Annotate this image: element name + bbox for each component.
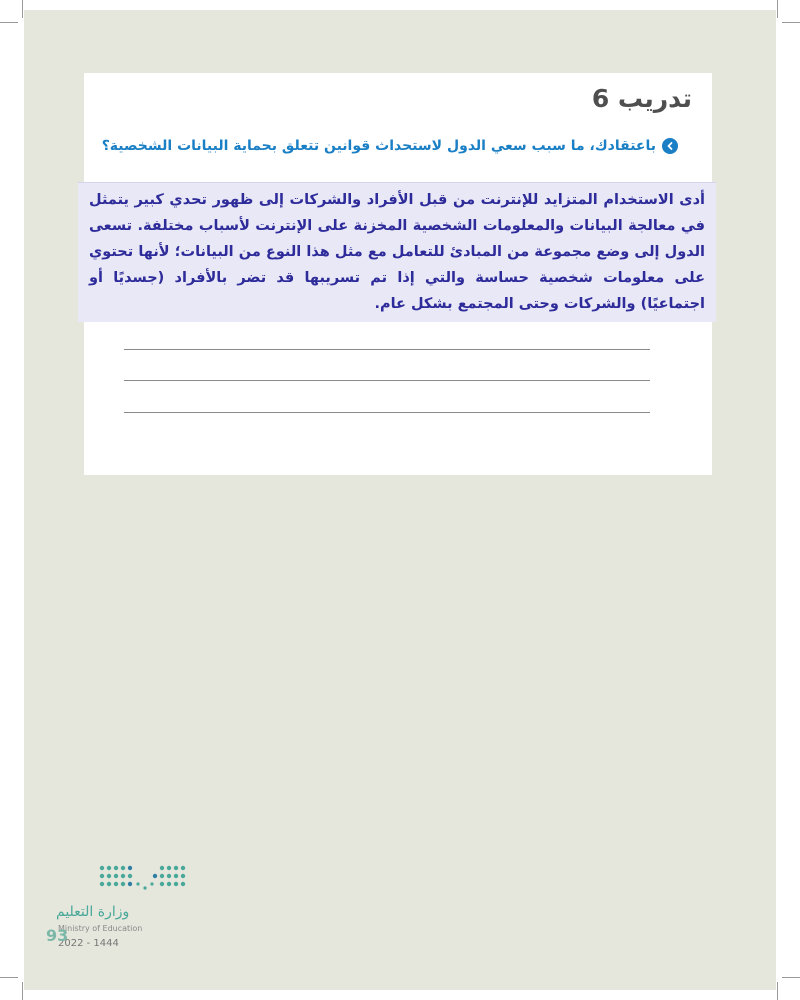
crop-mark: [782, 977, 800, 978]
crop-mark: [22, 0, 23, 18]
chevron-right-circle-icon: [662, 138, 678, 154]
crop-mark: [22, 982, 23, 1000]
crop-mark: [0, 22, 18, 23]
question-row: [102, 138, 678, 154]
ministry-of-education-logo: [98, 862, 194, 898]
edition-year: 2022 - 1444: [58, 938, 119, 949]
answer-line: [124, 380, 650, 381]
question-text: باعتقادك، ما سبب سعي الدول لاستحداث قوانين تتعلق بحماية البيانات الشخصية؟: [101, 138, 656, 154]
page-number: 93: [46, 926, 69, 945]
ministry-name-english: Ministry of Education: [58, 924, 143, 933]
crop-mark: [777, 982, 778, 1000]
crop-mark: [782, 22, 800, 23]
answer-text: أدى الاستخدام المتزايد للإنترنت من قبل الأفراد والشركات إلى ظهور تحدي كبير يتمثل في معالجة البيانات والمعلومات الشخصية المخزنة على الإنترنت لأسباب مختلفة. تسعى الدول إلى وضع مجموعة من المبادئ للتعامل مع مثل هذا النوع من البيانات؛ لأنها تحتوي على معلومات شخصية حساسة والتي إذا تم تسريبها قد تضر بالأفراد (جسديًا أو اجتماعيًا) والشركات وحتى المجتمع بشكل عام.: [89, 192, 705, 312]
exercise-title: تدريب 6: [591, 84, 692, 113]
ministry-name-arabic: وزارة التعليم: [56, 904, 130, 920]
crop-mark: [0, 977, 18, 978]
crop-mark: [777, 0, 778, 18]
ministry-logo: [52, 858, 202, 958]
answer-box: [78, 182, 716, 322]
answer-line: [124, 412, 650, 413]
answer-line: [124, 349, 650, 350]
